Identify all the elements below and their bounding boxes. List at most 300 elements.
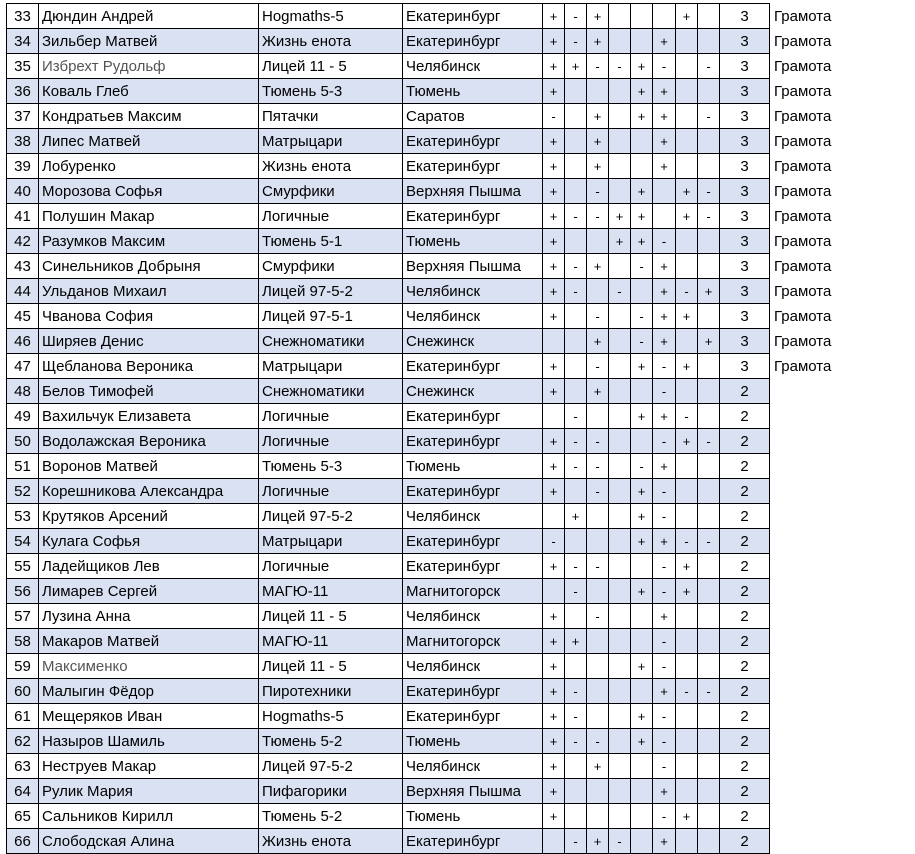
problem-mark-cell[interactable]: + bbox=[653, 329, 676, 354]
city-cell[interactable]: Верхняя Пышма bbox=[403, 254, 543, 279]
problem-mark-cell[interactable]: - bbox=[565, 254, 587, 279]
award-cell[interactable]: Грамота bbox=[770, 54, 840, 79]
team-cell[interactable]: Лицей 11 - 5 bbox=[259, 654, 403, 679]
problem-mark-cell[interactable]: - bbox=[653, 654, 676, 679]
problem-mark-cell[interactable] bbox=[565, 354, 587, 379]
problem-mark-cell[interactable] bbox=[587, 529, 609, 554]
student-name-cell[interactable]: Избрехт Рудольф bbox=[39, 54, 259, 79]
score-cell[interactable]: 2 bbox=[720, 704, 770, 729]
city-cell[interactable]: Екатеринбург bbox=[403, 479, 543, 504]
problem-mark-cell[interactable]: + bbox=[653, 304, 676, 329]
award-cell[interactable]: Грамота bbox=[770, 354, 840, 379]
problem-mark-cell[interactable] bbox=[609, 104, 631, 129]
problem-mark-cell[interactable] bbox=[543, 579, 565, 604]
problem-mark-cell[interactable] bbox=[653, 179, 676, 204]
score-cell[interactable]: 2 bbox=[720, 554, 770, 579]
row-number-cell[interactable]: 35 bbox=[7, 54, 39, 79]
student-name-cell[interactable]: Зильбер Матвей bbox=[39, 29, 259, 54]
team-cell[interactable]: Смурфики bbox=[259, 179, 403, 204]
table-row[interactable] bbox=[7, 154, 840, 179]
problem-mark-cell[interactable]: - bbox=[587, 454, 609, 479]
problem-mark-cell[interactable]: + bbox=[631, 529, 653, 554]
problem-mark-cell[interactable]: - bbox=[565, 204, 587, 229]
table-row[interactable] bbox=[7, 4, 840, 29]
award-cell[interactable]: Грамота bbox=[770, 154, 840, 179]
problem-mark-cell[interactable] bbox=[631, 829, 653, 854]
problem-mark-cell[interactable]: + bbox=[543, 79, 565, 104]
award-cell[interactable]: Грамота bbox=[770, 229, 840, 254]
problem-mark-cell[interactable] bbox=[587, 229, 609, 254]
team-cell[interactable]: Логичные bbox=[259, 404, 403, 429]
problem-mark-cell[interactable]: + bbox=[543, 29, 565, 54]
score-cell[interactable]: 2 bbox=[720, 754, 770, 779]
problem-mark-cell[interactable] bbox=[698, 654, 720, 679]
problem-mark-cell[interactable]: - bbox=[565, 29, 587, 54]
problem-mark-cell[interactable]: - bbox=[653, 504, 676, 529]
row-number-cell[interactable]: 45 bbox=[7, 304, 39, 329]
team-cell[interactable]: Жизнь енота bbox=[259, 29, 403, 54]
team-cell[interactable]: Матрыцари bbox=[259, 529, 403, 554]
team-cell[interactable]: Жизнь енота bbox=[259, 154, 403, 179]
award-cell[interactable] bbox=[770, 729, 840, 754]
problem-mark-cell[interactable]: - bbox=[587, 729, 609, 754]
row-number-cell[interactable]: 42 bbox=[7, 229, 39, 254]
problem-mark-cell[interactable] bbox=[543, 329, 565, 354]
problem-mark-cell[interactable]: + bbox=[631, 504, 653, 529]
problem-mark-cell[interactable]: - bbox=[587, 54, 609, 79]
score-cell[interactable]: 2 bbox=[720, 404, 770, 429]
problem-mark-cell[interactable] bbox=[698, 229, 720, 254]
problem-mark-cell[interactable] bbox=[676, 254, 698, 279]
problem-mark-cell[interactable] bbox=[698, 554, 720, 579]
team-cell[interactable]: Лицей 97-5-2 bbox=[259, 279, 403, 304]
city-cell[interactable]: Верхняя Пышма bbox=[403, 179, 543, 204]
problem-mark-cell[interactable] bbox=[676, 479, 698, 504]
row-number-cell[interactable]: 56 bbox=[7, 579, 39, 604]
problem-mark-cell[interactable] bbox=[609, 454, 631, 479]
score-cell[interactable]: 3 bbox=[720, 279, 770, 304]
team-cell[interactable]: Лицей 11 - 5 bbox=[259, 604, 403, 629]
team-cell[interactable]: Логичные bbox=[259, 479, 403, 504]
student-name-cell[interactable]: Лузина Анна bbox=[39, 604, 259, 629]
table-row[interactable] bbox=[7, 354, 840, 379]
problem-mark-cell[interactable]: - bbox=[565, 579, 587, 604]
problem-mark-cell[interactable] bbox=[543, 829, 565, 854]
problem-mark-cell[interactable] bbox=[587, 629, 609, 654]
city-cell[interactable]: Екатеринбург bbox=[403, 404, 543, 429]
problem-mark-cell[interactable] bbox=[676, 779, 698, 804]
score-cell[interactable]: 2 bbox=[720, 429, 770, 454]
problem-mark-cell[interactable] bbox=[543, 404, 565, 429]
problem-mark-cell[interactable] bbox=[565, 779, 587, 804]
problem-mark-cell[interactable] bbox=[631, 629, 653, 654]
team-cell[interactable]: Жизнь енота bbox=[259, 829, 403, 854]
row-number-cell[interactable]: 52 bbox=[7, 479, 39, 504]
award-cell[interactable] bbox=[770, 629, 840, 654]
problem-mark-cell[interactable]: + bbox=[543, 729, 565, 754]
problem-mark-cell[interactable]: - bbox=[653, 54, 676, 79]
award-cell[interactable] bbox=[770, 379, 840, 404]
problem-mark-cell[interactable]: - bbox=[653, 579, 676, 604]
problem-mark-cell[interactable] bbox=[631, 379, 653, 404]
score-cell[interactable]: 3 bbox=[720, 304, 770, 329]
award-cell[interactable] bbox=[770, 504, 840, 529]
table-row[interactable] bbox=[7, 829, 840, 854]
problem-mark-cell[interactable]: + bbox=[653, 779, 676, 804]
problem-mark-cell[interactable] bbox=[587, 279, 609, 304]
problem-mark-cell[interactable] bbox=[631, 679, 653, 704]
problem-mark-cell[interactable] bbox=[676, 754, 698, 779]
problem-mark-cell[interactable] bbox=[565, 529, 587, 554]
team-cell[interactable]: Матрыцари bbox=[259, 129, 403, 154]
problem-mark-cell[interactable] bbox=[676, 29, 698, 54]
problem-mark-cell[interactable]: + bbox=[543, 654, 565, 679]
problem-mark-cell[interactable] bbox=[698, 29, 720, 54]
student-name-cell[interactable]: Щебланова Вероника bbox=[39, 354, 259, 379]
problem-mark-cell[interactable]: - bbox=[653, 229, 676, 254]
problem-mark-cell[interactable]: + bbox=[543, 354, 565, 379]
problem-mark-cell[interactable]: - bbox=[587, 429, 609, 454]
score-cell[interactable]: 2 bbox=[720, 729, 770, 754]
problem-mark-cell[interactable] bbox=[676, 504, 698, 529]
problem-mark-cell[interactable]: + bbox=[631, 54, 653, 79]
problem-mark-cell[interactable]: - bbox=[587, 354, 609, 379]
city-cell[interactable]: Екатеринбург bbox=[403, 204, 543, 229]
team-cell[interactable]: Лицей 97-5-2 bbox=[259, 754, 403, 779]
student-name-cell[interactable]: Рулик Мария bbox=[39, 779, 259, 804]
city-cell[interactable]: Саратов bbox=[403, 104, 543, 129]
score-cell[interactable]: 3 bbox=[720, 129, 770, 154]
row-number-cell[interactable]: 65 bbox=[7, 804, 39, 829]
problem-mark-cell[interactable]: - bbox=[653, 379, 676, 404]
problem-mark-cell[interactable] bbox=[609, 629, 631, 654]
award-cell[interactable] bbox=[770, 554, 840, 579]
student-name-cell[interactable]: Крутяков Арсений bbox=[39, 504, 259, 529]
problem-mark-cell[interactable] bbox=[698, 729, 720, 754]
problem-mark-cell[interactable]: + bbox=[543, 129, 565, 154]
student-name-cell[interactable]: Кулага Софья bbox=[39, 529, 259, 554]
city-cell[interactable]: Екатеринбург bbox=[403, 429, 543, 454]
problem-mark-cell[interactable] bbox=[609, 179, 631, 204]
award-cell[interactable]: Грамота bbox=[770, 279, 840, 304]
problem-mark-cell[interactable]: + bbox=[587, 129, 609, 154]
problem-mark-cell[interactable] bbox=[698, 454, 720, 479]
problem-mark-cell[interactable]: + bbox=[653, 604, 676, 629]
student-name-cell[interactable]: Морозова Софья bbox=[39, 179, 259, 204]
table-row[interactable] bbox=[7, 379, 840, 404]
student-name-cell[interactable]: Коваль Глеб bbox=[39, 79, 259, 104]
student-name-cell[interactable]: Неструев Макар bbox=[39, 754, 259, 779]
problem-mark-cell[interactable] bbox=[565, 479, 587, 504]
city-cell[interactable]: Екатеринбург bbox=[403, 679, 543, 704]
score-cell[interactable]: 3 bbox=[720, 254, 770, 279]
problem-mark-cell[interactable]: - bbox=[565, 704, 587, 729]
team-cell[interactable]: Матрыцари bbox=[259, 354, 403, 379]
problem-mark-cell[interactable]: + bbox=[631, 479, 653, 504]
problem-mark-cell[interactable] bbox=[587, 79, 609, 104]
problem-mark-cell[interactable] bbox=[609, 779, 631, 804]
team-cell[interactable]: Hogmaths-5 bbox=[259, 704, 403, 729]
city-cell[interactable]: Челябинск bbox=[403, 604, 543, 629]
team-cell[interactable]: Hogmaths-5 bbox=[259, 4, 403, 29]
problem-mark-cell[interactable]: - bbox=[653, 804, 676, 829]
problem-mark-cell[interactable]: + bbox=[676, 429, 698, 454]
team-cell[interactable]: Тюмень 5-1 bbox=[259, 229, 403, 254]
problem-mark-cell[interactable]: + bbox=[631, 229, 653, 254]
row-number-cell[interactable]: 41 bbox=[7, 204, 39, 229]
problem-mark-cell[interactable] bbox=[587, 654, 609, 679]
row-number-cell[interactable]: 61 bbox=[7, 704, 39, 729]
student-name-cell[interactable]: Макаров Матвей bbox=[39, 629, 259, 654]
city-cell[interactable]: Тюмень bbox=[403, 229, 543, 254]
team-cell[interactable]: Логичные bbox=[259, 204, 403, 229]
problem-mark-cell[interactable] bbox=[698, 304, 720, 329]
problem-mark-cell[interactable]: - bbox=[653, 704, 676, 729]
problem-mark-cell[interactable]: + bbox=[631, 704, 653, 729]
student-name-cell[interactable]: Воронов Матвей bbox=[39, 454, 259, 479]
problem-mark-cell[interactable]: - bbox=[631, 454, 653, 479]
problem-mark-cell[interactable]: - bbox=[631, 254, 653, 279]
problem-mark-cell[interactable] bbox=[565, 754, 587, 779]
student-name-cell[interactable]: Корешникова Александра bbox=[39, 479, 259, 504]
problem-mark-cell[interactable] bbox=[565, 379, 587, 404]
city-cell[interactable]: Челябинск bbox=[403, 304, 543, 329]
problem-mark-cell[interactable] bbox=[676, 654, 698, 679]
student-name-cell[interactable]: Ладейщиков Лев bbox=[39, 554, 259, 579]
row-number-cell[interactable]: 54 bbox=[7, 529, 39, 554]
team-cell[interactable]: МАГЮ-11 bbox=[259, 629, 403, 654]
table-row[interactable] bbox=[7, 704, 840, 729]
table-row[interactable] bbox=[7, 79, 840, 104]
award-cell[interactable] bbox=[770, 479, 840, 504]
problem-mark-cell[interactable] bbox=[676, 604, 698, 629]
problem-mark-cell[interactable]: + bbox=[543, 154, 565, 179]
student-name-cell[interactable]: Малыгин Фёдор bbox=[39, 679, 259, 704]
city-cell[interactable]: Снежинск bbox=[403, 379, 543, 404]
problem-mark-cell[interactable]: + bbox=[653, 104, 676, 129]
problem-mark-cell[interactable] bbox=[609, 729, 631, 754]
problem-mark-cell[interactable]: + bbox=[676, 579, 698, 604]
problem-mark-cell[interactable]: - bbox=[653, 629, 676, 654]
award-cell[interactable] bbox=[770, 754, 840, 779]
problem-mark-cell[interactable]: + bbox=[653, 529, 676, 554]
city-cell[interactable]: Екатеринбург bbox=[403, 704, 543, 729]
problem-mark-cell[interactable]: - bbox=[653, 354, 676, 379]
problem-mark-cell[interactable]: + bbox=[698, 279, 720, 304]
problem-mark-cell[interactable]: - bbox=[565, 404, 587, 429]
city-cell[interactable]: Челябинск bbox=[403, 54, 543, 79]
team-cell[interactable]: Тюмень 5-3 bbox=[259, 454, 403, 479]
problem-mark-cell[interactable] bbox=[609, 429, 631, 454]
team-cell[interactable]: Смурфики bbox=[259, 254, 403, 279]
city-cell[interactable]: Магнитогорск bbox=[403, 579, 543, 604]
row-number-cell[interactable]: 39 bbox=[7, 154, 39, 179]
score-cell[interactable]: 2 bbox=[720, 829, 770, 854]
problem-mark-cell[interactable] bbox=[676, 379, 698, 404]
problem-mark-cell[interactable] bbox=[698, 379, 720, 404]
problem-mark-cell[interactable]: + bbox=[653, 79, 676, 104]
problem-mark-cell[interactable]: + bbox=[543, 379, 565, 404]
problem-mark-cell[interactable] bbox=[698, 354, 720, 379]
problem-mark-cell[interactable] bbox=[631, 29, 653, 54]
problem-mark-cell[interactable]: + bbox=[676, 179, 698, 204]
score-cell[interactable]: 3 bbox=[720, 229, 770, 254]
award-cell[interactable] bbox=[770, 404, 840, 429]
problem-mark-cell[interactable] bbox=[609, 154, 631, 179]
problem-mark-cell[interactable] bbox=[631, 429, 653, 454]
problem-mark-cell[interactable]: - bbox=[565, 454, 587, 479]
table-row[interactable] bbox=[7, 529, 840, 554]
problem-mark-cell[interactable]: - bbox=[698, 104, 720, 129]
award-cell[interactable] bbox=[770, 579, 840, 604]
problem-mark-cell[interactable] bbox=[698, 254, 720, 279]
problem-mark-cell[interactable]: + bbox=[565, 629, 587, 654]
problem-mark-cell[interactable]: - bbox=[653, 429, 676, 454]
table-row[interactable] bbox=[7, 104, 840, 129]
problem-mark-cell[interactable]: + bbox=[653, 829, 676, 854]
problem-mark-cell[interactable]: - bbox=[653, 754, 676, 779]
problem-mark-cell[interactable] bbox=[587, 579, 609, 604]
student-name-cell[interactable]: Вахильчук Елизавета bbox=[39, 404, 259, 429]
problem-mark-cell[interactable]: - bbox=[653, 554, 676, 579]
student-name-cell[interactable]: Максименко bbox=[39, 654, 259, 679]
problem-mark-cell[interactable] bbox=[609, 579, 631, 604]
problem-mark-cell[interactable] bbox=[698, 804, 720, 829]
table-row[interactable] bbox=[7, 779, 840, 804]
problem-mark-cell[interactable]: - bbox=[609, 279, 631, 304]
award-cell[interactable] bbox=[770, 679, 840, 704]
problem-mark-cell[interactable] bbox=[587, 504, 609, 529]
problem-mark-cell[interactable] bbox=[676, 704, 698, 729]
row-number-cell[interactable]: 38 bbox=[7, 129, 39, 154]
team-cell[interactable]: Пятачки bbox=[259, 104, 403, 129]
row-number-cell[interactable]: 62 bbox=[7, 729, 39, 754]
score-cell[interactable]: 3 bbox=[720, 29, 770, 54]
problem-mark-cell[interactable] bbox=[609, 304, 631, 329]
problem-mark-cell[interactable]: - bbox=[676, 404, 698, 429]
problem-mark-cell[interactable]: + bbox=[543, 254, 565, 279]
problem-mark-cell[interactable] bbox=[609, 329, 631, 354]
problem-mark-cell[interactable]: - bbox=[698, 179, 720, 204]
problem-mark-cell[interactable]: + bbox=[653, 679, 676, 704]
student-name-cell[interactable]: Разумков Максим bbox=[39, 229, 259, 254]
team-cell[interactable]: Тюмень 5-3 bbox=[259, 79, 403, 104]
problem-mark-cell[interactable] bbox=[565, 804, 587, 829]
city-cell[interactable]: Екатеринбург bbox=[403, 829, 543, 854]
problem-mark-cell[interactable]: + bbox=[543, 754, 565, 779]
problem-mark-cell[interactable]: + bbox=[631, 104, 653, 129]
table-row[interactable] bbox=[7, 204, 840, 229]
table-row[interactable] bbox=[7, 54, 840, 79]
problem-mark-cell[interactable] bbox=[609, 804, 631, 829]
problem-mark-cell[interactable] bbox=[609, 529, 631, 554]
problem-mark-cell[interactable] bbox=[565, 654, 587, 679]
row-number-cell[interactable]: 64 bbox=[7, 779, 39, 804]
problem-mark-cell[interactable]: + bbox=[587, 754, 609, 779]
team-cell[interactable]: Снежноматики bbox=[259, 329, 403, 354]
problem-mark-cell[interactable]: - bbox=[698, 679, 720, 704]
problem-mark-cell[interactable] bbox=[609, 504, 631, 529]
problem-mark-cell[interactable] bbox=[698, 404, 720, 429]
problem-mark-cell[interactable] bbox=[676, 329, 698, 354]
city-cell[interactable]: Екатеринбург bbox=[403, 154, 543, 179]
problem-mark-cell[interactable]: - bbox=[565, 729, 587, 754]
problem-mark-cell[interactable] bbox=[565, 304, 587, 329]
city-cell[interactable]: Челябинск bbox=[403, 754, 543, 779]
problem-mark-cell[interactable] bbox=[587, 704, 609, 729]
problem-mark-cell[interactable]: - bbox=[565, 829, 587, 854]
problem-mark-cell[interactable] bbox=[631, 4, 653, 29]
problem-mark-cell[interactable]: + bbox=[587, 154, 609, 179]
problem-mark-cell[interactable]: + bbox=[676, 4, 698, 29]
city-cell[interactable]: Екатеринбург bbox=[403, 554, 543, 579]
table-row[interactable] bbox=[7, 579, 840, 604]
problem-mark-cell[interactable] bbox=[609, 129, 631, 154]
row-number-cell[interactable]: 59 bbox=[7, 654, 39, 679]
row-number-cell[interactable]: 48 bbox=[7, 379, 39, 404]
city-cell[interactable]: Челябинск bbox=[403, 504, 543, 529]
award-cell[interactable] bbox=[770, 654, 840, 679]
team-cell[interactable]: Логичные bbox=[259, 429, 403, 454]
team-cell[interactable]: Снежноматики bbox=[259, 379, 403, 404]
problem-mark-cell[interactable] bbox=[565, 129, 587, 154]
problem-mark-cell[interactable]: - bbox=[676, 529, 698, 554]
row-number-cell[interactable]: 51 bbox=[7, 454, 39, 479]
award-cell[interactable] bbox=[770, 604, 840, 629]
award-cell[interactable] bbox=[770, 804, 840, 829]
problem-mark-cell[interactable] bbox=[609, 379, 631, 404]
problem-mark-cell[interactable] bbox=[609, 679, 631, 704]
city-cell[interactable]: Тюмень bbox=[403, 804, 543, 829]
problem-mark-cell[interactable] bbox=[565, 229, 587, 254]
problem-mark-cell[interactable] bbox=[587, 679, 609, 704]
score-cell[interactable]: 2 bbox=[720, 779, 770, 804]
table-row[interactable] bbox=[7, 454, 840, 479]
table-row[interactable] bbox=[7, 479, 840, 504]
problem-mark-cell[interactable]: + bbox=[676, 804, 698, 829]
problem-mark-cell[interactable] bbox=[676, 79, 698, 104]
award-cell[interactable]: Грамота bbox=[770, 29, 840, 54]
problem-mark-cell[interactable]: + bbox=[676, 554, 698, 579]
problem-mark-cell[interactable]: + bbox=[653, 404, 676, 429]
problem-mark-cell[interactable]: + bbox=[609, 229, 631, 254]
problem-mark-cell[interactable]: - bbox=[676, 279, 698, 304]
problem-mark-cell[interactable] bbox=[587, 804, 609, 829]
table-row[interactable] bbox=[7, 129, 840, 154]
problem-mark-cell[interactable]: + bbox=[587, 254, 609, 279]
student-name-cell[interactable]: Ульданов Михаил bbox=[39, 279, 259, 304]
student-name-cell[interactable]: Полушин Макар bbox=[39, 204, 259, 229]
table-row[interactable] bbox=[7, 729, 840, 754]
row-number-cell[interactable]: 40 bbox=[7, 179, 39, 204]
team-cell[interactable]: Пифагорики bbox=[259, 779, 403, 804]
score-cell[interactable]: 3 bbox=[720, 104, 770, 129]
problem-mark-cell[interactable]: - bbox=[565, 554, 587, 579]
row-number-cell[interactable]: 36 bbox=[7, 79, 39, 104]
student-name-cell[interactable]: Сальников Кирилл bbox=[39, 804, 259, 829]
city-cell[interactable]: Магнитогорск bbox=[403, 629, 543, 654]
award-cell[interactable]: Грамота bbox=[770, 304, 840, 329]
award-cell[interactable]: Грамота bbox=[770, 254, 840, 279]
problem-mark-cell[interactable]: + bbox=[631, 654, 653, 679]
problem-mark-cell[interactable] bbox=[676, 129, 698, 154]
problem-mark-cell[interactable]: + bbox=[543, 679, 565, 704]
student-name-cell[interactable]: Кондратьев Максим bbox=[39, 104, 259, 129]
problem-mark-cell[interactable] bbox=[631, 754, 653, 779]
problem-mark-cell[interactable] bbox=[698, 604, 720, 629]
problem-mark-cell[interactable]: + bbox=[631, 179, 653, 204]
city-cell[interactable]: Екатеринбург bbox=[403, 129, 543, 154]
